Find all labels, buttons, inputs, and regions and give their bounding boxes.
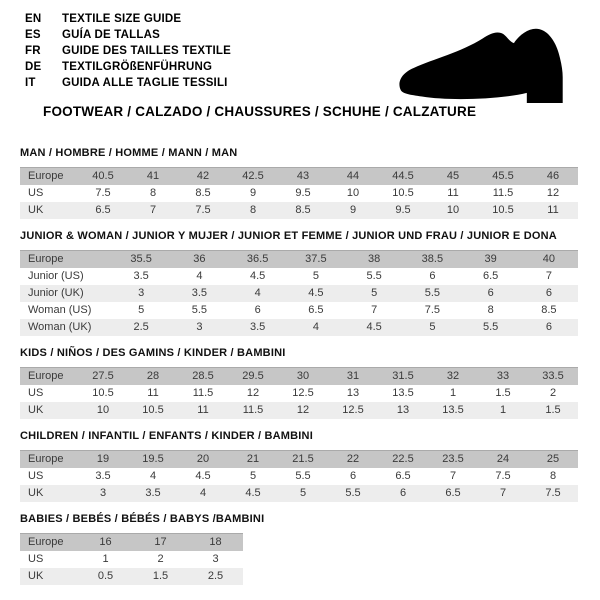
- size-cell: 9: [349, 204, 357, 216]
- size-cell: 4: [199, 487, 207, 499]
- table-row: [20, 551, 243, 568]
- size-cell: 23.5: [428, 451, 478, 469]
- table-title: JUNIOR & WOMAN / JUNIOR Y MUJER / JUNIOR ET FEMME / JUNIOR UND FRAU / JUNIOR E DONA: [20, 230, 557, 242]
- size-cell: 7: [499, 487, 507, 499]
- size-cell: 19.5: [128, 451, 178, 469]
- size-cell: 11: [547, 204, 559, 216]
- size-cell: 2.5: [207, 570, 224, 582]
- size-cell: 42: [178, 168, 228, 186]
- table-row: [20, 285, 578, 302]
- size-cell: 25: [528, 451, 578, 469]
- table-header-row: [20, 251, 578, 269]
- size-cell: 19: [78, 451, 128, 469]
- size-cell: 6: [429, 270, 436, 282]
- size-cell: 36.5: [229, 251, 287, 269]
- size-cell: 4: [196, 270, 203, 282]
- row-label: US: [28, 387, 44, 399]
- size-cell: 7.5: [195, 204, 211, 216]
- size-cell: 12: [246, 387, 260, 399]
- row-label: Junior (US): [28, 270, 84, 282]
- row-label: UK: [28, 204, 44, 216]
- size-cell: 1.5: [545, 404, 561, 416]
- table-body: [20, 368, 578, 420]
- size-cell: 1.5: [495, 387, 511, 399]
- size-cell: 45: [428, 168, 478, 186]
- size-cell: 4.5: [195, 470, 211, 482]
- table-header-row: [20, 534, 243, 552]
- language-label: GUIDE DES TAILLES TEXTILE: [62, 45, 231, 57]
- size-cell: 12.5: [342, 404, 364, 416]
- size-cell: 21: [228, 451, 278, 469]
- size-cell: 17: [133, 534, 188, 552]
- size-cell: 46: [528, 168, 578, 186]
- size-cell: 12: [546, 187, 560, 199]
- size-cell: 7.5: [95, 187, 111, 199]
- language-code: ES: [25, 29, 41, 41]
- size-cell: 36: [170, 251, 228, 269]
- row-label: Woman (UK): [28, 321, 92, 333]
- size-cell: 5: [429, 321, 436, 333]
- table-header-row: [20, 451, 578, 469]
- size-cell: 5: [371, 287, 378, 299]
- size-cell: 6.5: [482, 270, 499, 282]
- row-label: Woman (US): [28, 304, 92, 316]
- size-cell: 8: [149, 187, 157, 199]
- size-cell: 38: [345, 251, 403, 269]
- size-cell: 10: [346, 187, 360, 199]
- size-cell: 7: [449, 470, 457, 482]
- row-label: Europe: [20, 368, 78, 386]
- size-cell: 3.5: [145, 487, 161, 499]
- size-cell: 3: [212, 553, 219, 565]
- table-title: KIDS / NIÑOS / DES GAMINS / KINDER / BAMBINI: [20, 347, 286, 359]
- size-cell: 11.5: [492, 187, 514, 199]
- size-cell: 4: [254, 287, 261, 299]
- size-cell: 30: [278, 368, 328, 386]
- size-cell: 6: [399, 487, 407, 499]
- size-cell: 40.5: [78, 168, 128, 186]
- size-cell: 5: [299, 487, 307, 499]
- size-cell: 6: [349, 470, 357, 482]
- size-cell: 13: [346, 387, 360, 399]
- size-cell: 18: [188, 534, 243, 552]
- size-cell: 3.5: [249, 321, 266, 333]
- size-cell: 1.5: [152, 570, 169, 582]
- language-code: EN: [25, 13, 42, 25]
- size-cell: 10.5: [92, 387, 114, 399]
- size-cell: 2.5: [133, 321, 149, 333]
- size-cell: 6: [545, 287, 552, 299]
- size-cell: 11: [447, 187, 459, 199]
- size-cell: 7.5: [424, 304, 441, 316]
- size-cell: 4.5: [366, 321, 382, 333]
- size-cell: 6.5: [445, 487, 461, 499]
- size-cell: 20: [178, 451, 228, 469]
- language-code: FR: [25, 45, 41, 57]
- size-cell: 33.5: [528, 368, 578, 386]
- size-cell: 32: [428, 368, 478, 386]
- size-cell: 35.5: [112, 251, 170, 269]
- size-cell: 4.5: [249, 270, 266, 282]
- size-cell: 4.5: [245, 487, 261, 499]
- size-cell: 8.5: [541, 304, 557, 316]
- table-title: CHILDREN / INFANTIL / ENFANTS / KINDER / BAMBINI: [20, 430, 313, 442]
- row-label: US: [28, 470, 44, 482]
- size-cell: 11: [197, 404, 209, 416]
- language-code: DE: [25, 61, 42, 73]
- size-table-block: [20, 513, 578, 585]
- size-cell: 11.5: [192, 387, 214, 399]
- size-cell: 8: [249, 204, 257, 216]
- size-cell: 42.5: [228, 168, 278, 186]
- size-cell: 11: [147, 387, 159, 399]
- size-cell: 28.5: [178, 368, 228, 386]
- size-cell: 7.5: [545, 487, 561, 499]
- table-row: [20, 302, 578, 319]
- size-cell: 13.5: [392, 387, 414, 399]
- size-cell: 7: [545, 270, 552, 282]
- size-cell: 33: [478, 368, 528, 386]
- size-cell: 38.5: [403, 251, 461, 269]
- table-row: [20, 468, 578, 485]
- size-cell: 5: [312, 270, 319, 282]
- row-label: Junior (UK): [28, 287, 84, 299]
- size-cell: 2: [157, 553, 164, 565]
- table-header-row: [20, 168, 578, 186]
- size-cell: 4: [312, 321, 319, 333]
- size-cell: 24: [478, 451, 528, 469]
- size-cell: 10.5: [492, 204, 514, 216]
- size-table: [20, 250, 578, 336]
- row-label: Europe: [20, 451, 78, 469]
- table-row: [20, 568, 243, 585]
- size-cell: 9.5: [295, 187, 311, 199]
- table-row: [20, 268, 578, 285]
- size-cell: 2: [549, 387, 557, 399]
- size-cell: 44.5: [378, 168, 428, 186]
- table-body: [20, 168, 578, 220]
- size-cell: 3.5: [191, 287, 208, 299]
- size-cell: 10.5: [142, 404, 164, 416]
- size-cell: 5.5: [191, 304, 208, 316]
- size-cell: 31.5: [378, 368, 428, 386]
- size-table-block: [20, 230, 578, 336]
- size-cell: 37.5: [287, 251, 345, 269]
- size-cell: 5.5: [424, 287, 441, 299]
- size-cell: 6.5: [308, 304, 324, 316]
- size-cell: 5.5: [295, 470, 311, 482]
- size-cell: 6.5: [395, 470, 411, 482]
- size-table: [20, 533, 243, 585]
- size-cell: 6: [545, 321, 552, 333]
- row-label: US: [28, 187, 44, 199]
- size-cell: 1: [499, 404, 507, 416]
- size-cell: 3: [196, 321, 203, 333]
- table-body: [20, 534, 243, 586]
- size-cell: 1: [102, 553, 109, 565]
- size-cell: 44: [328, 168, 378, 186]
- size-cell: 9: [249, 187, 257, 199]
- size-cell: 5.5: [345, 487, 361, 499]
- size-cell: 1: [449, 387, 457, 399]
- table-row: [20, 402, 578, 419]
- size-cell: 43: [278, 168, 328, 186]
- size-cell: 13: [396, 404, 410, 416]
- size-cell: 39: [462, 251, 520, 269]
- table-title: BABIES / BEBÉS / BÉBÉS / BABYS /BAMBINI: [20, 513, 265, 525]
- size-cell: 5: [249, 470, 257, 482]
- size-cell: 9.5: [395, 204, 411, 216]
- size-cell: 5.5: [366, 270, 382, 282]
- table-body: [20, 451, 578, 503]
- size-table-block: [20, 347, 578, 419]
- table-header-row: [20, 368, 578, 386]
- size-cell: 0.5: [97, 570, 114, 582]
- table-row: [20, 202, 578, 219]
- table-row: [20, 319, 578, 336]
- size-cell: 12: [296, 404, 310, 416]
- size-cell: 3.5: [133, 270, 149, 282]
- size-cell: 22: [328, 451, 378, 469]
- size-cell: 21.5: [278, 451, 328, 469]
- category-heading: FOOTWEAR / CALZADO / CHAUSSURES / SCHUHE / CALZATURE: [43, 104, 477, 119]
- size-cell: 8.5: [195, 187, 211, 199]
- size-cell: 16: [78, 534, 133, 552]
- language-label: TEXTILE SIZE GUIDE: [62, 13, 182, 25]
- dress-shoe-icon: [387, 22, 582, 114]
- size-cell: 5.5: [482, 321, 499, 333]
- size-table: [20, 167, 578, 219]
- size-cell: 45.5: [478, 168, 528, 186]
- size-cell: 41: [128, 168, 178, 186]
- size-cell: 7: [149, 204, 157, 216]
- row-label: Europe: [20, 534, 78, 552]
- size-cell: 27.5: [78, 368, 128, 386]
- size-cell: 6: [254, 304, 261, 316]
- size-cell: 10.5: [392, 187, 414, 199]
- size-cell: 10: [446, 204, 460, 216]
- table-row: [20, 485, 578, 502]
- row-label: UK: [28, 404, 44, 416]
- size-cell: 40: [520, 251, 578, 269]
- size-cell: 31: [328, 368, 378, 386]
- table-title: MAN / HOMBRE / HOMME / MANN / MAN: [20, 147, 238, 159]
- size-cell: 3.5: [95, 470, 111, 482]
- row-label: Europe: [20, 251, 112, 269]
- size-table: [20, 450, 578, 502]
- size-cell: 12.5: [292, 387, 314, 399]
- row-label: UK: [28, 487, 44, 499]
- size-cell: 5: [138, 304, 145, 316]
- row-label: Europe: [20, 168, 78, 186]
- size-cell: 13.5: [442, 404, 464, 416]
- size-cell: 4: [149, 470, 157, 482]
- size-cell: 11.5: [242, 404, 264, 416]
- size-cell: 3: [99, 487, 107, 499]
- table-row: [20, 385, 578, 402]
- language-code: IT: [25, 77, 36, 89]
- size-table-block: [20, 147, 578, 219]
- size-cell: 7.5: [495, 470, 511, 482]
- size-table-block: [20, 430, 578, 502]
- language-label: GUIDA ALLE TAGLIE TESSILI: [62, 77, 228, 89]
- size-cell: 10: [96, 404, 110, 416]
- size-cell: 22.5: [378, 451, 428, 469]
- row-label: UK: [28, 570, 44, 582]
- size-table: [20, 367, 578, 419]
- size-cell: 8.5: [295, 204, 311, 216]
- size-cell: 6: [487, 287, 494, 299]
- size-cell: 28: [128, 368, 178, 386]
- size-cell: 4.5: [308, 287, 324, 299]
- size-cell: 6.5: [95, 204, 111, 216]
- language-label: TEXTILGRÖßENFÜHRUNG: [62, 61, 213, 73]
- size-cell: 8: [549, 470, 557, 482]
- table-body: [20, 251, 578, 337]
- language-label: GUÍA DE TALLAS: [62, 29, 160, 41]
- size-cell: 8: [487, 304, 494, 316]
- table-row: [20, 185, 578, 202]
- row-label: US: [28, 553, 44, 565]
- size-cell: 3: [138, 287, 145, 299]
- size-tables: [20, 147, 578, 585]
- size-cell: 29.5: [228, 368, 278, 386]
- size-cell: 7: [371, 304, 378, 316]
